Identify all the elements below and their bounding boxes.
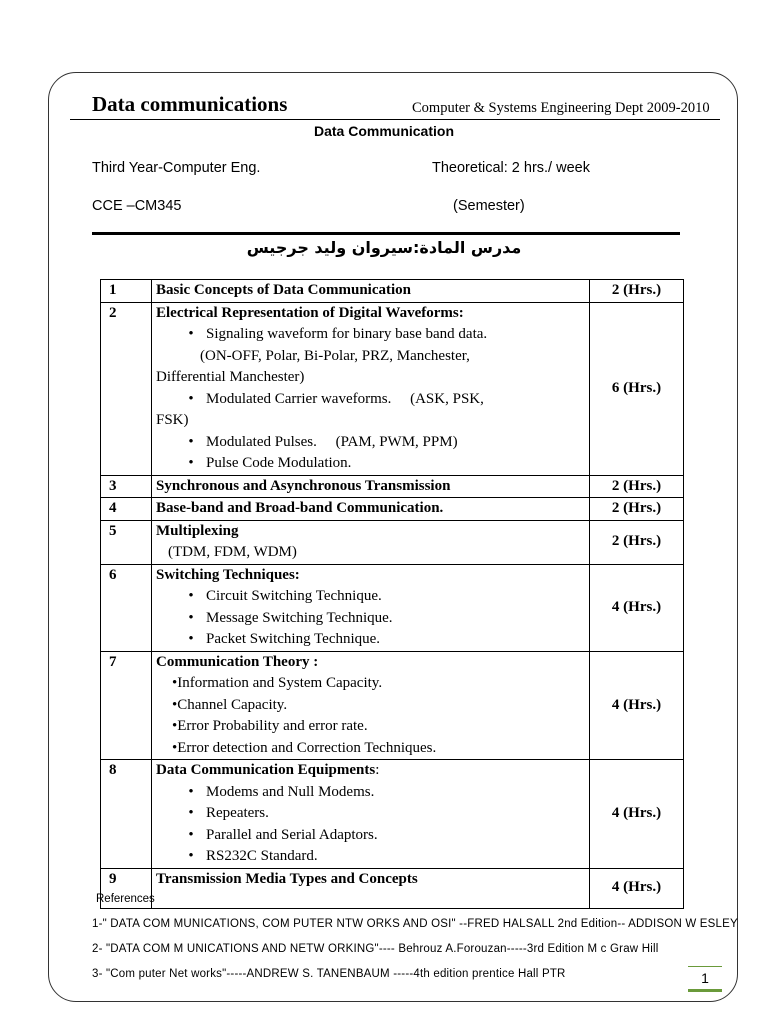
list-item: • Circuit Switching Technique.	[188, 588, 382, 604]
row-content	[152, 760, 590, 869]
list-item: • Signaling waveform for binary base band data.	[188, 326, 488, 342]
row-content	[152, 302, 590, 475]
row-number: 4	[101, 498, 152, 521]
row-content	[152, 520, 590, 564]
table-row	[101, 520, 684, 564]
row-hours: 2 (Hrs.)	[590, 498, 684, 521]
table-row	[101, 564, 684, 651]
row-title: Multiplexing	[156, 522, 239, 539]
row-number: 8	[101, 760, 152, 869]
table-row	[101, 302, 684, 475]
year-label: Third Year-Computer Eng.	[92, 160, 261, 176]
reference-item: 3- "Com puter Net works"-----ANDREW S. TANENBAUM -----4th edition prentice Hall PTR	[92, 968, 566, 980]
page-number-box	[688, 966, 722, 992]
list-item: • Repeaters.	[188, 805, 269, 821]
row-title: Switching Techniques:	[156, 566, 300, 583]
row-hours: 4 (Hrs.)	[590, 760, 684, 869]
row-title: Basic Concepts of Data Communication	[152, 280, 590, 303]
list-item-continuation: (ON-OFF, Polar, Bi-Polar, PRZ, Manchester,	[200, 347, 470, 364]
list-item: • Modulated Pulses. (PAM, PWM, PPM)	[188, 433, 458, 450]
list-item: •Information and System Capacity.	[172, 675, 383, 691]
header-title: Data communications	[92, 92, 288, 116]
table-row	[101, 280, 684, 303]
row-hours: 4 (Hrs.)	[590, 651, 684, 760]
row-hours: 2 (Hrs.)	[590, 520, 684, 564]
list-item: • RS232C Standard.	[188, 848, 318, 864]
header-dept: Computer & Systems Engineering Dept 2009-2010	[412, 100, 710, 116]
row-number: 2	[101, 302, 152, 475]
row-number: 5	[101, 520, 152, 564]
row-hours: 6 (Hrs.)	[590, 302, 684, 475]
row-number: 7	[101, 651, 152, 760]
table-row	[101, 651, 684, 760]
row-title: Synchronous and Asynchronous Transmission	[152, 475, 590, 498]
page-number: 1	[701, 970, 709, 986]
list-item: • Parallel and Serial Adaptors.	[188, 826, 378, 843]
table-row	[101, 868, 684, 908]
row-title-suffix: :	[375, 762, 380, 778]
row-number: 6	[101, 564, 152, 651]
row-number: 9	[101, 868, 152, 908]
list-item: • Message Switching Technique.	[188, 609, 393, 626]
page-number-underline	[688, 989, 722, 992]
row-content	[152, 564, 590, 651]
section-rule	[92, 232, 680, 235]
course-code: CCE –CM345	[92, 198, 182, 214]
doc-title: Data Communication	[313, 123, 454, 139]
row-hours: 4 (Hrs.)	[590, 868, 684, 908]
list-item: •Error detection and Correction Techniques.	[172, 739, 437, 756]
row-title: Transmission Media Types and Concepts	[152, 868, 590, 908]
row-number: 3	[101, 475, 152, 498]
row-title: Electrical Representation of Digital Waveforms:	[156, 304, 464, 321]
list-item: • Packet Switching Technique.	[188, 631, 381, 647]
row-subtext: (TDM, FDM, WDM)	[168, 544, 297, 560]
list-item: • Modulated Carrier waveforms. (ASK, PSK,	[188, 390, 484, 407]
reference-item: 1-" DATA COM MUNICATIONS, COM PUTER NTW ORKS AND OSI" --FRED HALSALL 2nd Edition-- ADDISON W ESLEY	[92, 918, 738, 930]
references-heading: References	[96, 893, 155, 905]
row-hours: 4 (Hrs.)	[590, 564, 684, 651]
row-title: Base-band and Broad-band Communication.	[152, 498, 590, 521]
row-number: 1	[101, 280, 152, 303]
table-row	[101, 475, 684, 498]
reference-item: 2- "DATA COM M UNICATIONS AND NETW ORKING"---- Behrouz A.Forouzan-----3rd Edition M c Graw Hill	[92, 943, 659, 955]
instructor-name: مدرس المادة:سيروان وليد جرجيس	[246, 238, 522, 257]
list-item: •Channel Capacity.	[172, 696, 288, 713]
page-number-top-rule	[688, 966, 722, 967]
syllabus-table	[100, 279, 684, 909]
header-rule	[70, 119, 720, 120]
row-hours: 2 (Hrs.)	[590, 475, 684, 498]
row-content	[152, 651, 590, 760]
table-row	[101, 760, 684, 869]
table-row	[101, 498, 684, 521]
row-hours: 2 (Hrs.)	[590, 280, 684, 303]
list-item-continuation: FSK)	[156, 412, 189, 428]
list-item-continuation: Differential Manchester)	[156, 369, 305, 385]
theoretical-hours: Theoretical: 2 hrs./ week	[432, 160, 590, 176]
semester-label: (Semester)	[453, 198, 525, 214]
row-title: Communication Theory :	[156, 653, 319, 670]
list-item: • Modems and Null Modems.	[188, 783, 375, 800]
list-item: •Error Probability and error rate.	[172, 718, 368, 734]
row-title: Data Communication Equipments	[156, 762, 376, 778]
list-item: • Pulse Code Modulation.	[188, 455, 352, 471]
